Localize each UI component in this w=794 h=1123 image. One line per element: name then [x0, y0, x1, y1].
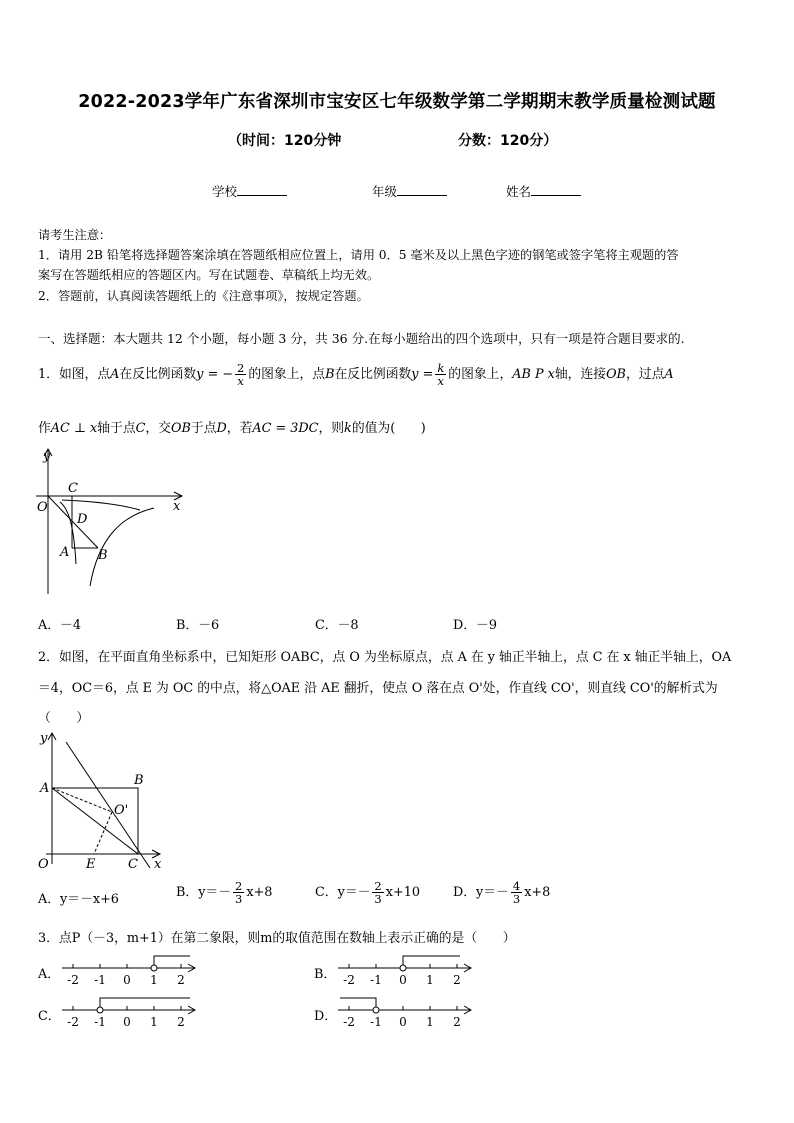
- q3-option-c-label[interactable]: C．: [38, 1009, 61, 1024]
- svg-text:2: 2: [177, 973, 185, 987]
- q1-label-x: x: [173, 499, 181, 514]
- q1-curve-2: [90, 508, 154, 586]
- q2-label-b: B: [134, 773, 144, 788]
- q2-seg-ao: [52, 788, 112, 812]
- q1-segment-ob: [48, 496, 98, 548]
- q1-fraction-1: $\frac{2}{x}$: [236, 361, 245, 388]
- notice-line-3: 2．答题前，认真阅读答题纸上的《注意事项》，按规定答题。: [38, 289, 369, 303]
- q3-numberline-d[interactable]: [334, 992, 476, 1032]
- name-label: 姓名: [506, 184, 532, 199]
- q3-option-a-label[interactable]: A．: [38, 967, 61, 982]
- svg-text:2: 2: [453, 1015, 461, 1029]
- svg-text:-1: -1: [94, 1015, 106, 1029]
- q3-stem: 3．点P（－3，m+1）在第二象限，则m的取值范围在数轴上表示正确的是（ ）: [38, 931, 516, 946]
- q1-figure: [32, 444, 192, 600]
- q2-label-e: E: [86, 857, 96, 872]
- svg-text:-2: -2: [343, 973, 355, 987]
- q1-label-a: A: [60, 545, 70, 560]
- q2-figure: [32, 728, 172, 872]
- q3-numberline-c[interactable]: [58, 992, 200, 1032]
- q1-label-y: y: [43, 449, 51, 464]
- q2-option-c[interactable]: C．y＝－ $\frac{2}{3}$ x+10: [315, 879, 420, 906]
- q2-label-a: A: [40, 781, 50, 796]
- section-heading: 一、选择题：本大题共 12 个小题，每小题 3 分，共 36 分.在每小题给出的四个选项中，只有一项是符合题目要求的.: [38, 331, 685, 346]
- q2-seg-oe: [94, 812, 112, 854]
- svg-text:2: 2: [453, 973, 461, 987]
- q3-option-d-label[interactable]: D．: [314, 1009, 338, 1024]
- svg-text:1: 1: [426, 1015, 434, 1029]
- grade-field[interactable]: [372, 182, 447, 200]
- q2-label-o: O: [38, 857, 49, 872]
- notice-heading: 请考生注意：: [38, 228, 112, 242]
- svg-text:1: 1: [426, 973, 434, 987]
- svg-text:-2: -2: [67, 973, 79, 987]
- svg-text:1: 1: [150, 973, 158, 987]
- q1-fraction-2: $\frac{k}{x}$: [437, 361, 445, 388]
- svg-text:-1: -1: [370, 973, 382, 987]
- q1-option-a[interactable]: A．－4: [38, 618, 81, 633]
- school-field[interactable]: [212, 182, 287, 200]
- q2-label-oprime: O': [114, 803, 129, 818]
- svg-text:0: 0: [123, 973, 131, 987]
- q1-label-d: D: [77, 512, 88, 527]
- svg-text:-1: -1: [370, 1015, 382, 1029]
- notice-line-2: 案写在答题纸相应的答题区内。写在试题卷、草稿纸上均无效。: [38, 268, 380, 282]
- q1-line-2: 作AC ⊥ x轴于点C，交OB于点D，若AC = 3DC，则k的值为( ): [38, 421, 426, 436]
- svg-text:2: 2: [177, 1015, 185, 1029]
- q1-option-c[interactable]: C．－8: [315, 618, 359, 633]
- svg-text:0: 0: [399, 973, 407, 987]
- svg-text:-2: -2: [67, 1015, 79, 1029]
- svg-text:0: 0: [123, 1015, 131, 1029]
- q2-line-co: [66, 742, 150, 868]
- q1-curve-1b: [62, 500, 140, 510]
- q2-label-c: C: [128, 857, 138, 872]
- svg-text:-1: -1: [94, 973, 106, 987]
- q3-numberline-b[interactable]: [334, 950, 476, 990]
- notice-line-1: 1．请用 2B 铅笔将选择题答案涂填在答题纸相应位置上，请用 0．5 毫米及以上黑色字迹的钢笔或签字笔将主观题的答: [38, 248, 679, 262]
- name-field[interactable]: [506, 182, 581, 200]
- svg-text:1: 1: [150, 1015, 158, 1029]
- q2-option-d[interactable]: D．y＝－ $\frac{4}{3}$ x+8: [453, 879, 551, 906]
- q2-label-x: x: [154, 857, 162, 872]
- q1-option-b[interactable]: B．－6: [176, 618, 220, 633]
- school-label: 学校: [212, 184, 238, 199]
- q2-option-a[interactable]: A．y＝－x+6: [38, 892, 119, 907]
- q1-label-c: C: [68, 481, 78, 496]
- q2-line-1: 2．如图，在平面直角坐标系中，已知矩形 OABC，点 O 为坐标原点，点 A 在 y 轴正半轴上，点 C 在 x 轴正半轴上，OA: [38, 650, 732, 665]
- svg-text:0: 0: [399, 1015, 407, 1029]
- q1-label-b: B: [98, 548, 108, 563]
- svg-text:-2: -2: [343, 1015, 355, 1029]
- q3-numberline-a[interactable]: [58, 950, 200, 990]
- q1-label-o: O: [37, 500, 48, 515]
- q1-line-1: 1．如图，点A在反比例函数y = − $\frac{2}{x}$ 的图象上，点B在反比例函数y = $\frac{k}{x}$ 的图象上，AB P x轴，连接OB，过点A: [38, 361, 674, 388]
- q2-diagonal: [52, 788, 138, 854]
- q3-option-b-label[interactable]: B．: [314, 967, 337, 982]
- school-blank: [237, 183, 287, 196]
- exam-time: （时间：120分钟: [228, 133, 342, 149]
- exam-score: 分数：120分）: [458, 133, 558, 149]
- q2-line-3: （ ）: [38, 711, 90, 726]
- q1-option-d[interactable]: D．－9: [453, 618, 497, 633]
- page-title: 2022-2023学年广东省深圳市宝安区七年级数学第二学期期末教学质量检测试题: [78, 92, 716, 112]
- q2-label-y: y: [40, 731, 48, 746]
- q2-line-2: ＝4，OC＝6，点 E 为 OC 的中点，将△OAE 沿 AE 翻折，使点 O 落在点 O'处，作直线 CO'，则直线 CO'的解析式为: [38, 681, 718, 696]
- q2-option-b[interactable]: B．y＝－ $\frac{2}{3}$ x+8: [176, 879, 273, 906]
- name-blank: [531, 183, 581, 196]
- grade-label: 年级: [372, 184, 398, 199]
- grade-blank: [397, 183, 447, 196]
